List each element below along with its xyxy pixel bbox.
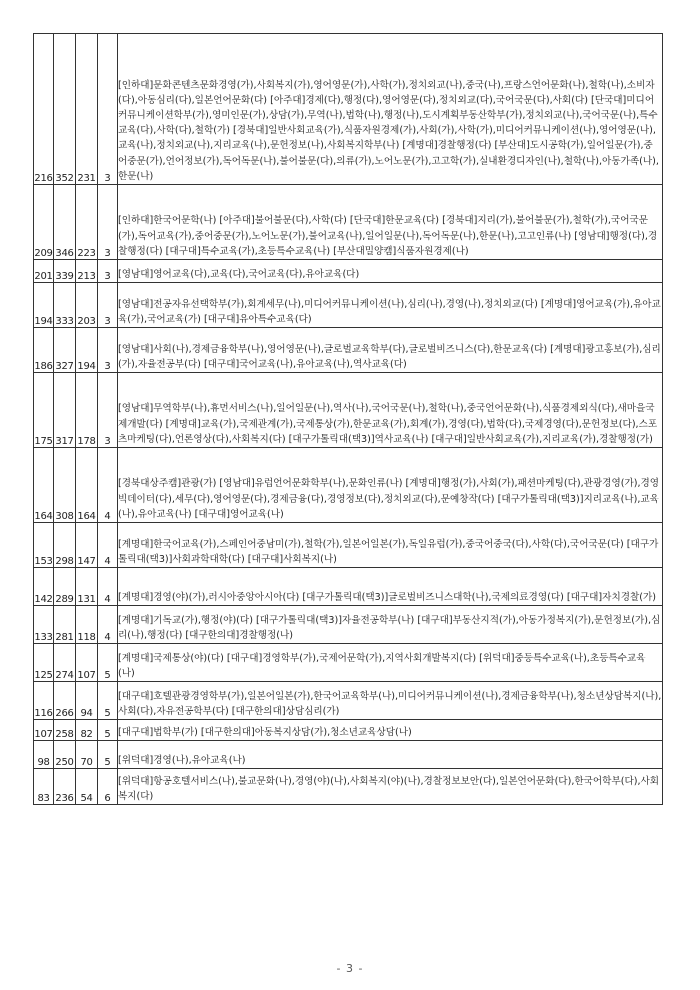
score-cell-3: 118 [76, 606, 98, 644]
score-cell-1: 194 [34, 283, 54, 328]
programs-cell: [인하대]문화콘텐츠문화경영(가),사회복지(가),영어영문(가),사학(가),정치외교(나),중국(나),프랑스언어문화(나),철학(나),소비자(다),아동심리(다),일본언어문화(다) [아주대]경제(다),행정(다),영어영문(다),정치외교(다),국어국문(다),사회(다) [단국대]미디어커뮤니케이션학부(가),영미인문(가),상담(가),무역(나),법학(나),행정(나),도시계획부동산학부(가),정치외교(나),국어국문(나),특수교육(다),사학(다),철학(가) [경북대]일반사회교육(가),식품자원경제(가),사회(가),사학(가),미디어커뮤니케이션(나),영어영문(나),교육(나),정치외교(나),지리교육(나),문헌정보(나),사회복지학부(나) [계명대]경찰행정(다) [부산대]도시공학(가),일어일문(가),중어중문(가),언어정보(가),독어독문(나),불어불문(다),의류(가),노어노문(가),고고학(가),실내환경디자인(나),철학(나),아동가족(나),한문(나) [118, 34, 663, 185]
programs-cell: [계명대]경영(야)(가),러시아중앙아시아(다) [대구가톨릭대(택3)]글로벌비즈니스대학(나),국제의료경영(다) [대구대]자치경찰(가) [118, 568, 663, 606]
grade-cell: 4 [98, 448, 118, 523]
grade-cell: 5 [98, 720, 118, 741]
score-cell-2: 339 [54, 260, 76, 283]
score-cell-2: 258 [54, 720, 76, 741]
programs-cell: [영남대]사회(나),경제금융학부(나),영어영문(나),글로벌교육학부(다),글로벌비즈니스(다),한문교육(다) [계명대]광고홍보(가),심리(가),자율전공부(다) [대구대]국어교육(나),유아교육(나),역사교육(다) [118, 328, 663, 373]
score-cell-3: 54 [76, 769, 98, 805]
programs-cell: [경북대상주캠]관광(가) [영남대]유럽언어문화학부(나),문화인류(나) [계명대]행정(가),사회(가),패션마케팅(다),관광경영(가),경영빅데이터(다),세무(다),영어영문(다),경제금융(다),경영정보(다),정치외교(다),문예창작(다) [대구가톨릭대(택3)]지리교육(나),교육(나),유아교육(나) [대구대]영어교육(나) [118, 448, 663, 523]
score-cell-2: 333 [54, 283, 76, 328]
grade-cell: 3 [98, 185, 118, 260]
table-row [34, 260, 663, 283]
score-cell-2: 346 [54, 185, 76, 260]
admission-table [33, 33, 663, 805]
score-cell-3: 223 [76, 185, 98, 260]
grade-cell: 6 [98, 769, 118, 805]
grade-cell: 3 [98, 260, 118, 283]
score-cell-1: 98 [34, 741, 54, 769]
table-body [34, 34, 663, 805]
score-cell-2: 281 [54, 606, 76, 644]
programs-cell: [대구대]호텔관광경영학부(가),일본어일본(가),한국어교육학부(나),미디어커뮤니케이션(나),경제금융학부(나),청소년상담복지(나),사회(다),자유전공학부(다) [대구한의대]상담심리(가) [118, 682, 663, 720]
table-row [34, 34, 663, 185]
grade-cell: 3 [98, 373, 118, 448]
grade-cell: 5 [98, 741, 118, 769]
grade-cell: 3 [98, 34, 118, 185]
table-row [34, 523, 663, 568]
table-row [34, 328, 663, 373]
table-row [34, 606, 663, 644]
grade-cell: 4 [98, 523, 118, 568]
score-cell-2: 289 [54, 568, 76, 606]
score-cell-1: 107 [34, 720, 54, 741]
table-row [34, 448, 663, 523]
page-number: - 3 - [336, 962, 364, 975]
score-cell-3: 70 [76, 741, 98, 769]
programs-cell: [영남대]영어교육(다),교육(다),국어교육(다),유아교육(다) [118, 260, 663, 283]
score-cell-1: 125 [34, 644, 54, 682]
programs-cell: [위덕대]항공호텔서비스(나),불교문화(나),경영(야)(나),사회복지(야)(나),경찰정보보안(다),일본언어문화(다),한국어학부(다),사회복지(다) [118, 769, 663, 805]
score-cell-2: 298 [54, 523, 76, 568]
score-cell-1: 142 [34, 568, 54, 606]
table-row [34, 769, 663, 805]
grade-cell: 3 [98, 328, 118, 373]
programs-cell: [대구대]법학부(가) [대구한의대]아동복지상담(가),청소년교육상담(나) [118, 720, 663, 741]
table-row [34, 568, 663, 606]
score-cell-2: 266 [54, 682, 76, 720]
programs-cell: [인하대]한국어문학(나) [아주대]불어불문(다),사학(다) [단국대]한문교육(다) [경북대]지리(가),불어불문(가),철학(가),국어국문(가),독어교육(가),중어중문(가),노어노문(가),불어교육(나),일어일문(나),독어독문(나),한문(나),고고인류(나) [영남대]행정(다),경찰행정(다) [대구대]특수교육(가),초등특수교육(나) [부산대밀양캠]식품자원경제(나) [118, 185, 663, 260]
table-row [34, 283, 663, 328]
grade-cell: 5 [98, 682, 118, 720]
table-row [34, 682, 663, 720]
programs-cell: [영남대]무역학부(나),휴먼서비스(나),일어일문(나),역사(나),국어국문(나),철학(나),중국언어문화(나),식품경제외식(다),새마을국제개발(다) [계명대]교육(가),국제관계(가),국제통상(가),한문교육(가),회계(가),경영(다),법학(다),국제경영(다),문헌정보(다),스포츠마케팅(다),언론영상(다),사회복지(다) [대구가톨릭대(택3)]역사교육(나) [대구대]일반사회교육(가),지리교육(가),경찰행정(가) [118, 373, 663, 448]
table-row [34, 373, 663, 448]
programs-cell: [영남대]전공자유선택학부(가),회계세무(나),미디어커뮤니케이션(나),심리(나),경영(나),정치외교(다) [계명대]영어교육(가),유아교육(가),국어교육(가) [대구대]유아특수교육(다) [118, 283, 663, 328]
score-cell-2: 327 [54, 328, 76, 373]
score-cell-1: 153 [34, 523, 54, 568]
table-row [34, 720, 663, 741]
score-cell-3: 178 [76, 373, 98, 448]
score-cell-3: 213 [76, 260, 98, 283]
programs-cell: [계명대]한국어교육(가),스페인어중남미(가),철학(가),일본어일본(가),독일유럽(가),중국어중국(다),사학(다),국어국문(다) [대구가톨릭대(택3)]사회과학대학(다) [대구대]사회복지(나) [118, 523, 663, 568]
score-cell-3: 231 [76, 34, 98, 185]
score-cell-2: 236 [54, 769, 76, 805]
table-row [34, 644, 663, 682]
score-cell-1: 201 [34, 260, 54, 283]
grade-cell: 4 [98, 568, 118, 606]
score-cell-3: 94 [76, 682, 98, 720]
grade-cell: 4 [98, 606, 118, 644]
grade-cell: 3 [98, 283, 118, 328]
score-cell-2: 274 [54, 644, 76, 682]
score-cell-3: 194 [76, 328, 98, 373]
score-cell-2: 250 [54, 741, 76, 769]
score-cell-1: 83 [34, 769, 54, 805]
score-cell-1: 133 [34, 606, 54, 644]
score-cell-3: 164 [76, 448, 98, 523]
programs-cell: [계명대]국제통상(야)(다) [대구대]경영학부(가),국제어문학(가),지역사회개발복지(다) [위덕대]중등특수교육(나),초등특수교육(나) [118, 644, 663, 682]
score-cell-1: 116 [34, 682, 54, 720]
score-cell-2: 352 [54, 34, 76, 185]
score-cell-2: 308 [54, 448, 76, 523]
score-cell-2: 317 [54, 373, 76, 448]
programs-cell: [계명대]기독교(가),행정(야)(다) [대구가톨릭대(택3)]자율전공학부(나) [대구대]부동산지적(가),아동가정복지(가),문헌정보(가),심리(나),행정(다) [대구한의대]경찰행정(나) [118, 606, 663, 644]
programs-cell: [위덕대]경영(나),유아교육(나) [118, 741, 663, 769]
score-cell-1: 209 [34, 185, 54, 260]
score-cell-3: 107 [76, 644, 98, 682]
score-cell-1: 186 [34, 328, 54, 373]
score-cell-3: 82 [76, 720, 98, 741]
grade-cell: 5 [98, 644, 118, 682]
score-cell-3: 131 [76, 568, 98, 606]
score-cell-1: 175 [34, 373, 54, 448]
score-cell-1: 216 [34, 34, 54, 185]
score-cell-1: 164 [34, 448, 54, 523]
table-row [34, 741, 663, 769]
score-cell-3: 147 [76, 523, 98, 568]
table-row [34, 185, 663, 260]
score-cell-3: 203 [76, 283, 98, 328]
